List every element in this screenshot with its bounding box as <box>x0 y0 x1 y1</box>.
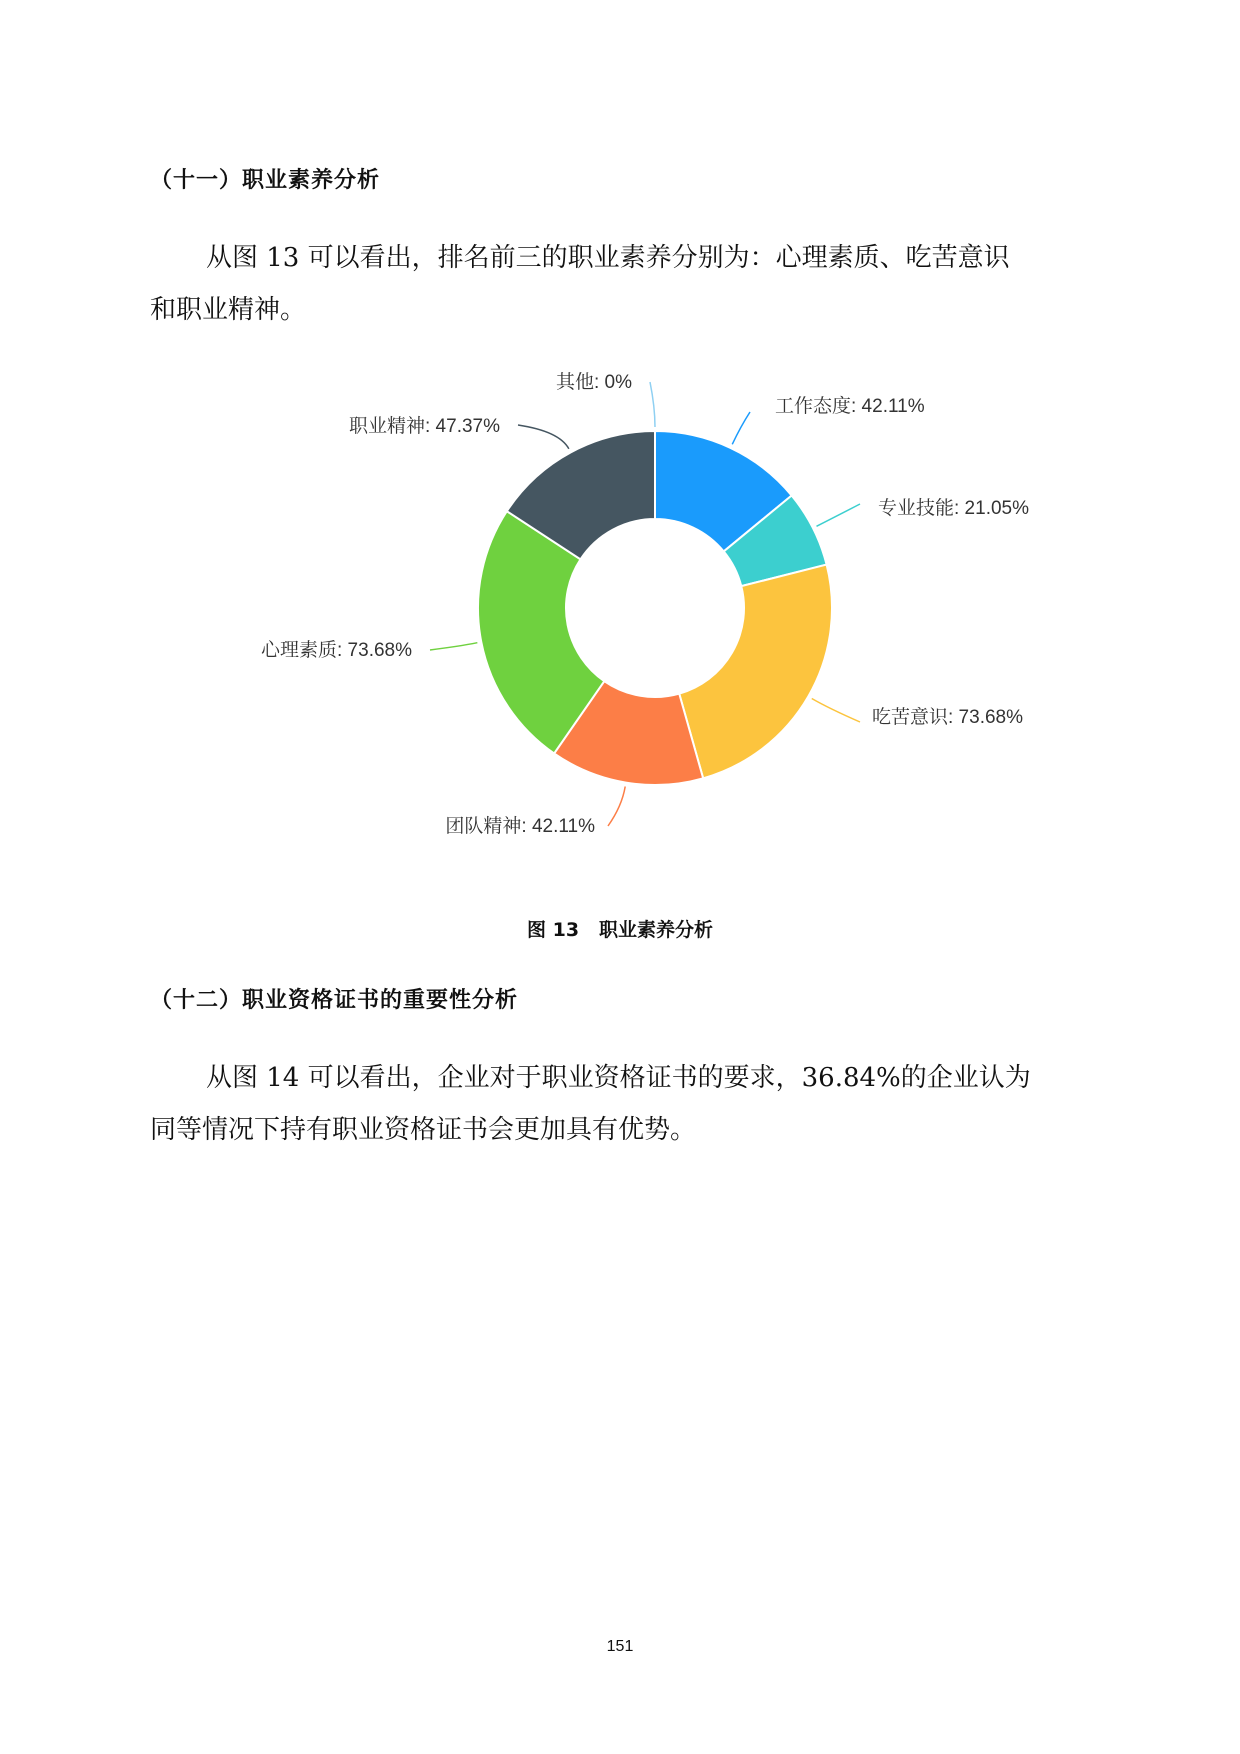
section-11-heading: （十一）职业素养分析 <box>150 168 381 193</box>
page-number: 151 <box>606 1638 634 1655</box>
section-12-paragraph <box>150 1052 1095 1156</box>
leader-line-0 <box>732 412 750 444</box>
figure-caption <box>0 915 1240 942</box>
slice-label-6: 其他: 0% <box>555 372 632 393</box>
chart-slices <box>478 431 832 785</box>
leader-line-5 <box>518 425 569 449</box>
slice-label-4: 心理素质: 73.68% <box>261 640 412 661</box>
slice-label-2: 吃苦意识: 73.68% <box>872 707 1023 728</box>
leader-line-3 <box>608 787 625 826</box>
leader-line-1 <box>817 504 860 526</box>
leader-line-2 <box>812 699 860 723</box>
slice-label-5: 职业精神: 47.37% <box>349 416 500 437</box>
section-12-heading: （十二）职业资格证书的重要性分析 <box>150 988 519 1013</box>
leader-line-6 <box>650 382 655 427</box>
slice-label-3: 团队精神: 42.11% <box>445 816 595 837</box>
paragraph-line: 从图 14 可以看出，企业对于职业资格证书的要求，36.84%的企业认为 <box>206 1063 1031 1093</box>
slice-label-1: 专业技能: 21.05% <box>878 498 1029 519</box>
figure-number: 图 13 <box>527 919 580 941</box>
paragraph-line: 和职业精神。 <box>150 295 307 325</box>
paragraph-line: 同等情况下持有职业资格证书会更加具有优势。 <box>150 1115 697 1145</box>
paragraph-line: 从图 13 可以看出，排名前三的职业素养分别为：心理素质、吃苦意识 <box>206 243 1010 273</box>
slice-2 <box>679 565 832 779</box>
leader-line-4 <box>430 643 477 650</box>
figure-title: 职业素养分析 <box>598 919 713 941</box>
slice-label-0: 工作态度: 42.11% <box>775 396 925 417</box>
